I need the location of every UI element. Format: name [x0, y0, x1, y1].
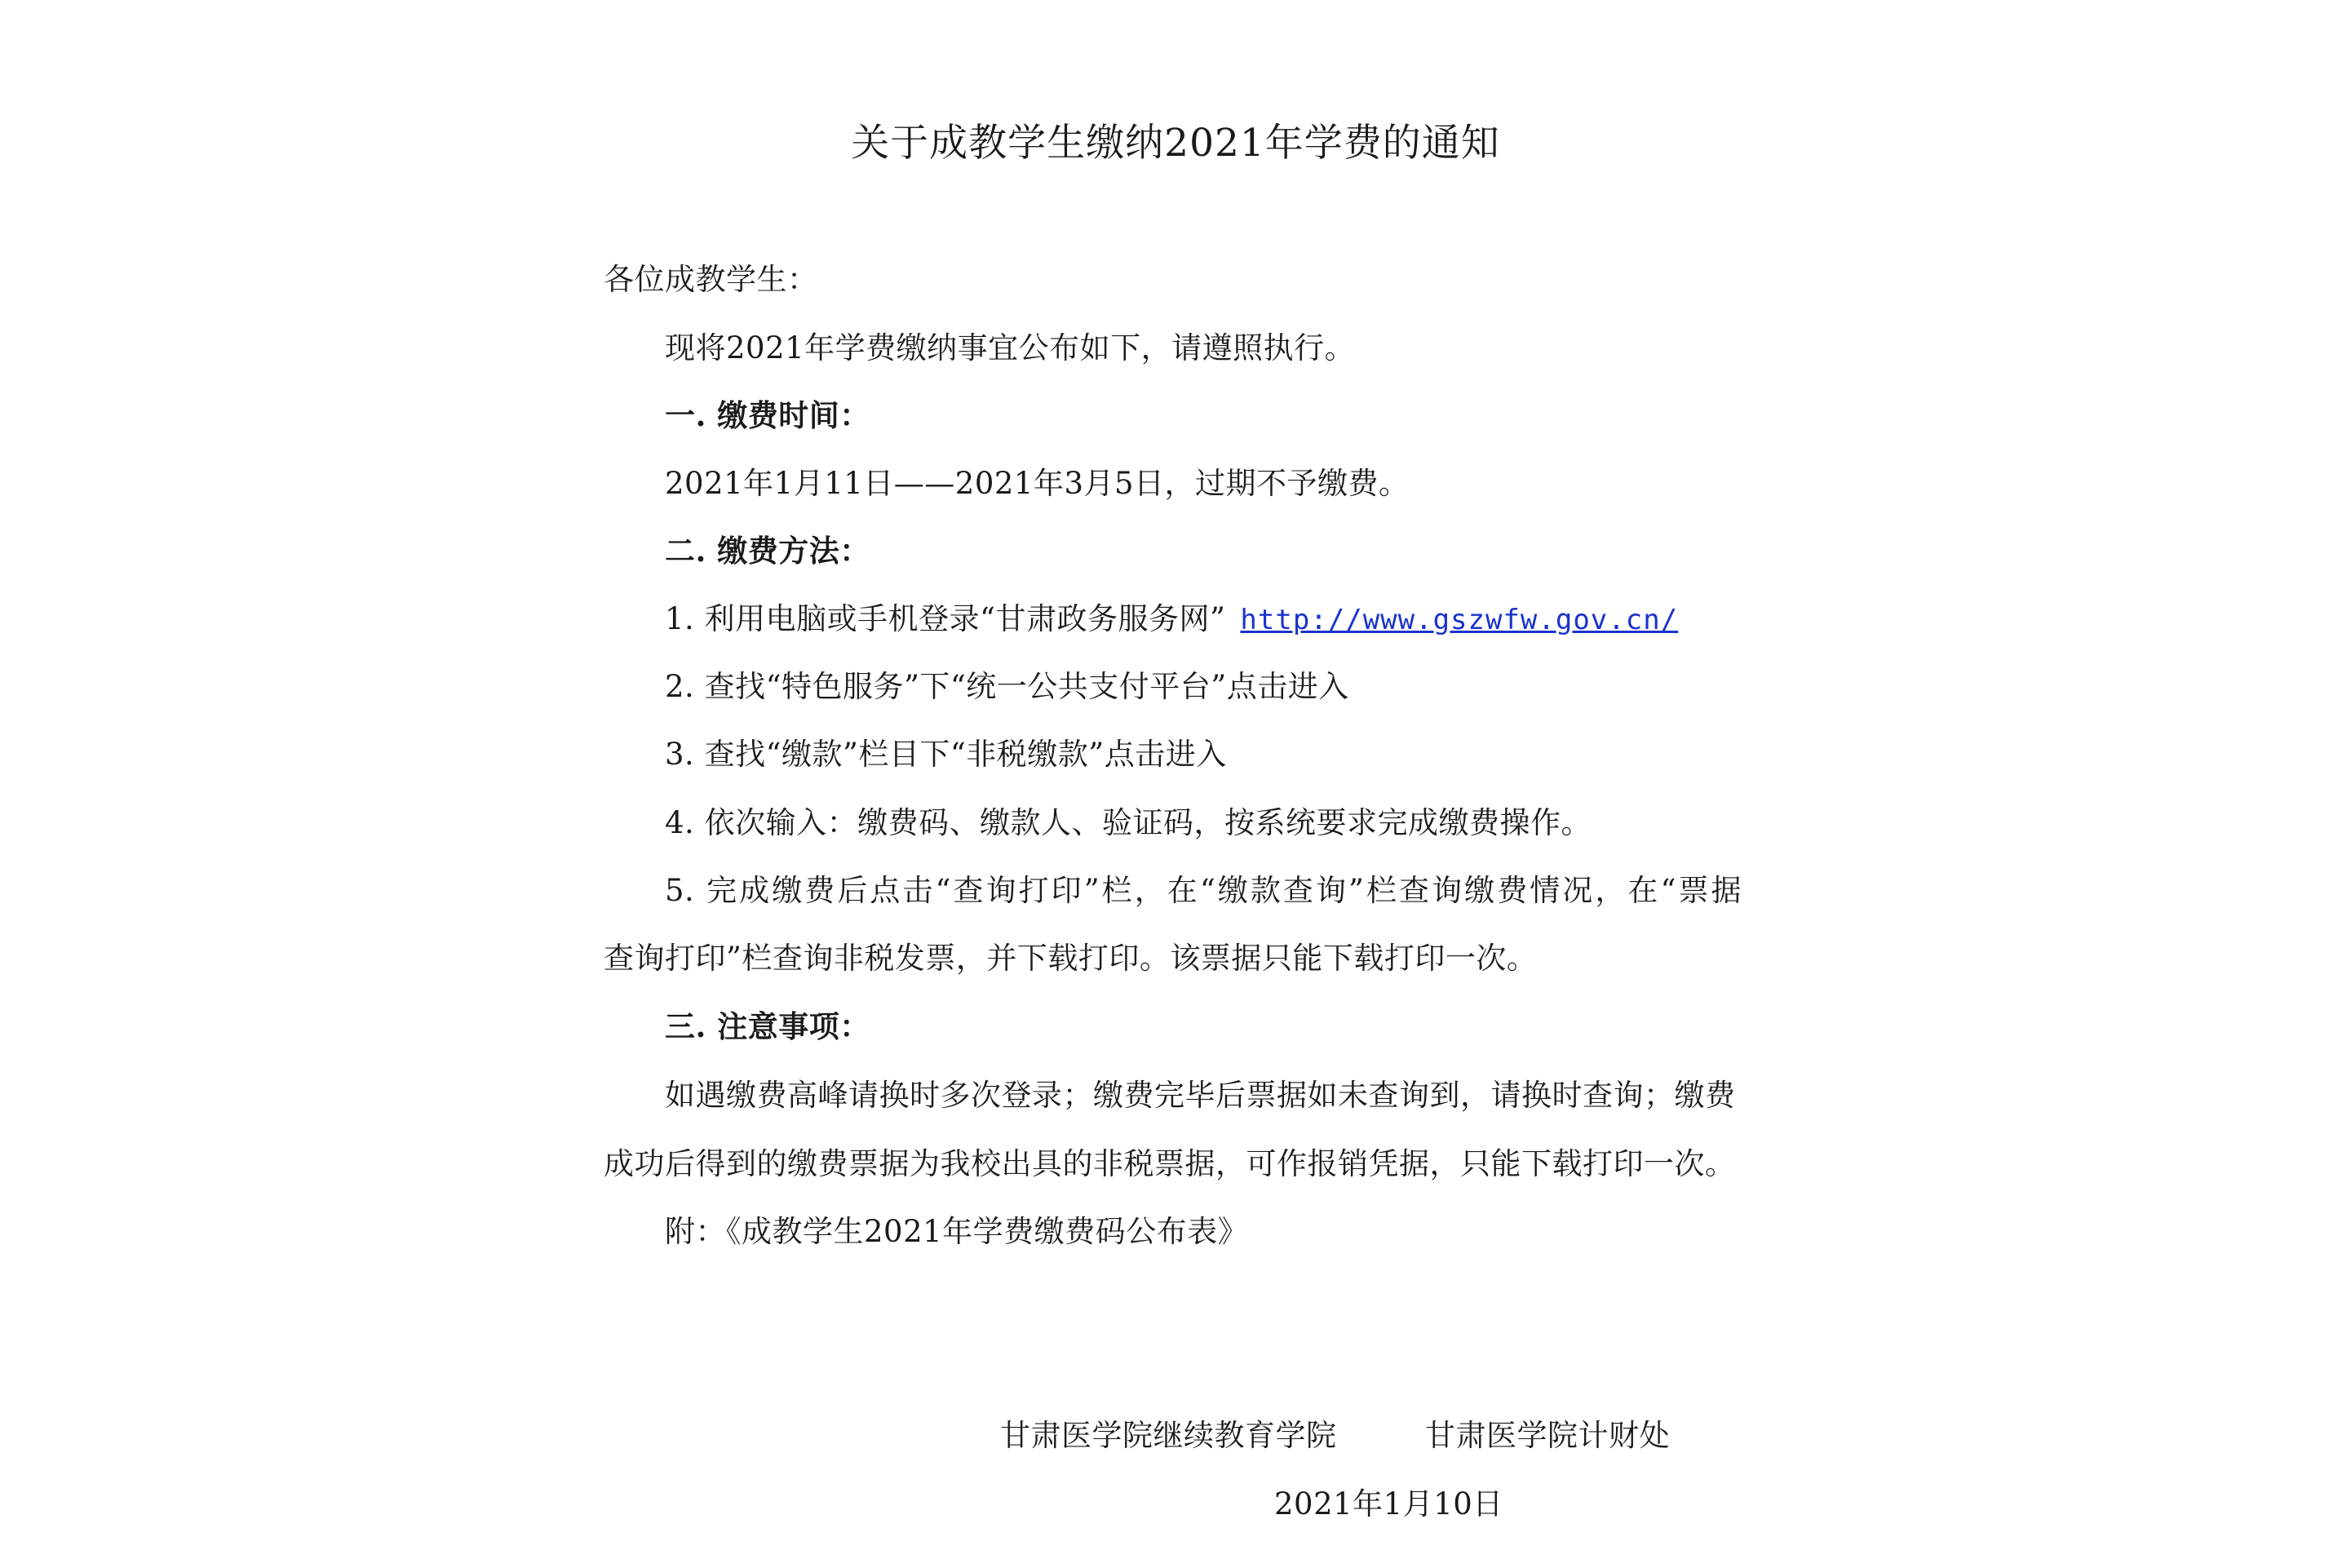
signature-date: 2021年1月10日 [1274, 1486, 1503, 1521]
method-step-4: 4. 依次输入：缴费码、缴款人、验证码，按系统要求完成缴费操作。 [665, 805, 1592, 840]
attachment-note: 附：《成教学生2021年学费缴费码公布表》 [665, 1214, 1249, 1249]
section-notes-heading: 三. 注意事项： [665, 1008, 870, 1044]
section-time-heading: 一. 缴费时间： [665, 397, 870, 433]
signature-org-finance: 甘肃医学院计财处 [1425, 1418, 1670, 1453]
notes-line-2: 成功后得到的缴费票据为我校出具的非税票据，可作报销凭据，只能下载打印一次。 [604, 1146, 1736, 1181]
section-method-heading: 二. 缴费方法： [665, 533, 870, 569]
section-time-text: 2021年1月11日——2021年3月5日，过期不予缴费。 [665, 466, 1410, 501]
method-step-1-text: 1. 利用电脑或手机登录“甘肃政务服务网” [665, 601, 1226, 636]
method-step-1 [665, 594, 1678, 638]
method-step-5-line-1: 5. 完成缴费后点击“查询打印”栏，在“缴款查询”栏查询缴费情况，在“票据 [665, 873, 1742, 908]
signature-org-continuing-education: 甘肃医学院继续教育学院 [1000, 1418, 1337, 1453]
notes-line-1: 如遇缴费高峰请换时多次登录；缴费完毕后票据如未查询到，请换时查询；缴费 [665, 1078, 1736, 1113]
method-step-2: 2. 查找“特色服务”下“统一公共支付平台”点击进入 [665, 669, 1349, 704]
method-step-3: 3. 查找“缴款”栏目下“非税缴款”点击进入 [665, 737, 1227, 772]
intro-paragraph: 现将2021年学费缴纳事宜公布如下，请遵照执行。 [665, 330, 1356, 365]
greeting: 各位成教学生： [604, 262, 818, 297]
method-step-5-line-2: 查询打印”栏查询非税发票，并下载打印。该票据只能下载打印一次。 [604, 941, 1538, 976]
gszwfw-link[interactable]: http://www.gszwfw.gov.cn/ [1240, 604, 1679, 636]
document-title: 关于成教学生缴纳2021年学费的通知 [851, 121, 1500, 166]
